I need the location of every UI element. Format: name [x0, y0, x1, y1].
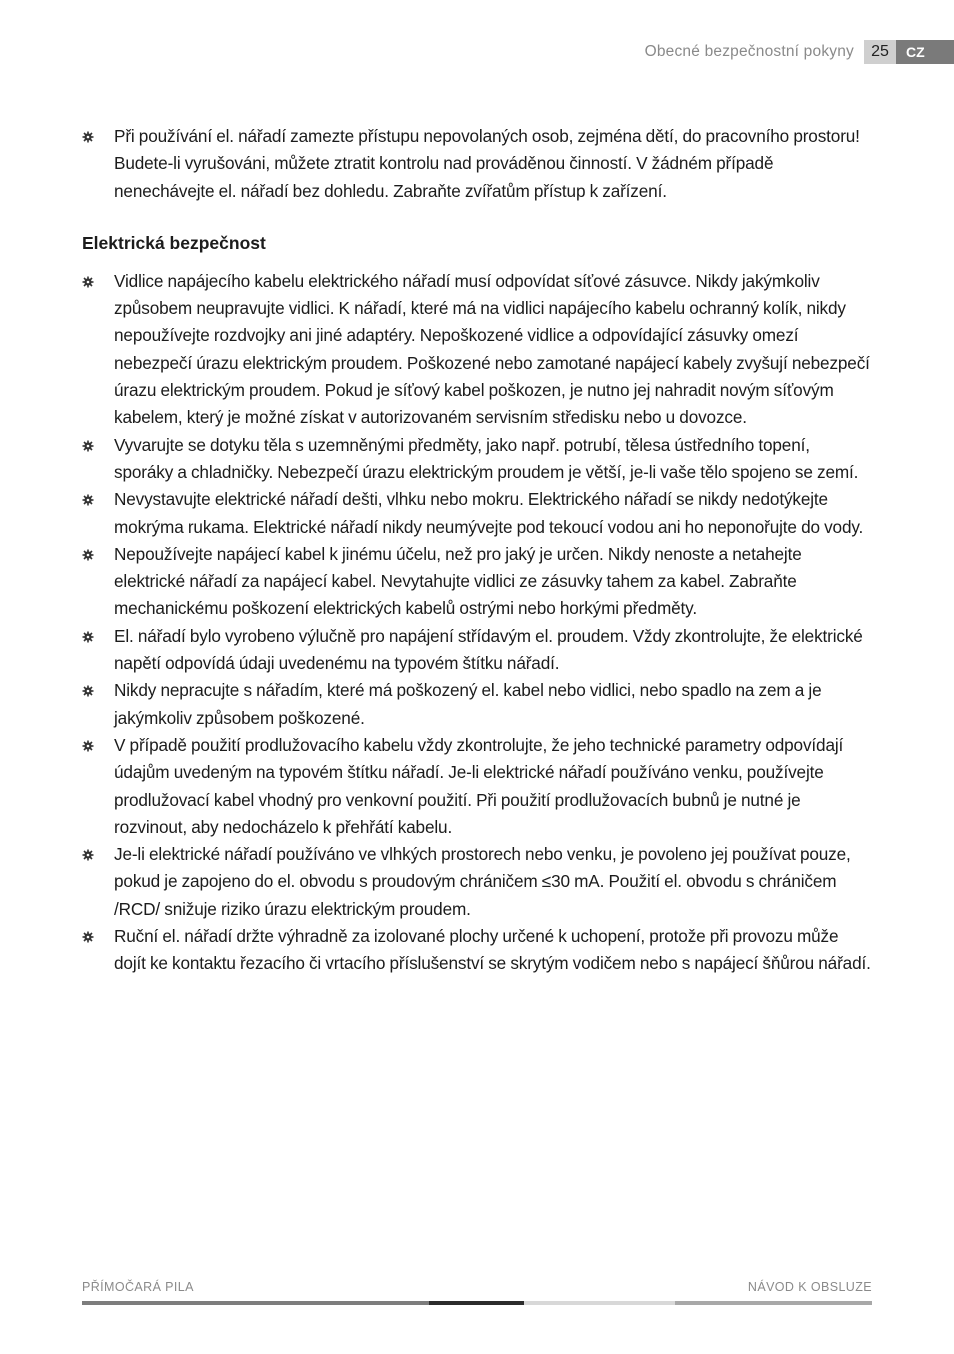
list-item-text: V případě použití prodlužovacího kabelu vždy zkontrolujte, že jeho technické parametry odpovídají údajům uvedeným na typovém štítku nářadí. Je-li elektrické nářadí používáno venku, používejte prodlužovací kabel vhodný pro venkovní použití. Při použití prodlužovacích bubnů je nutné je rozvinout, aby nedocházelo k přehřátí kabelu.	[114, 734, 844, 837]
language-tag: CZ	[896, 40, 954, 64]
gear-bullet-icon	[82, 131, 94, 143]
list-item-text: Je-li elektrické nářadí používáno ve vlhkých prostorech nebo venku, je povoleno jej používat pouze, pokud je zapojeno do el. obvodu s proudovým chráničem ≤30 mA. Použití el. obvodu s chráničem /RCD/ snižuje riziko úrazu elektrickým proudem.	[114, 844, 851, 919]
footer-bar-segment	[82, 1301, 429, 1305]
gear-bullet-icon	[82, 440, 94, 452]
section-heading: Elektrická bezpečnost	[82, 232, 266, 253]
gear-bullet-icon	[82, 494, 94, 506]
list-item	[82, 268, 872, 432]
gear-bullet-icon	[82, 931, 94, 943]
list-item	[82, 541, 872, 623]
list-item	[82, 677, 872, 732]
footer-product-name: PŘÍMOČARÁ PILA	[82, 1280, 194, 1294]
page-number: 25	[864, 40, 896, 64]
safety-list	[82, 268, 872, 978]
gear-bullet-icon	[82, 631, 94, 643]
footer-divider	[82, 1301, 872, 1305]
list-item-text: Nikdy nepracujte s nářadím, které má poškozený el. kabel nebo vidlici, nebo spadlo na zem a je jakýmkoliv způsobem poškozené.	[114, 680, 822, 728]
header-title: Obecné bezpečnostní pokyny	[644, 43, 854, 60]
list-item	[82, 841, 872, 923]
gear-bullet-icon	[82, 849, 94, 861]
list-item	[82, 923, 872, 978]
page-header	[645, 40, 954, 64]
list-item-text: Vyvarujte se dotyku těla s uzemněnými předměty, jako např. potrubí, tělesa ústředního topení, sporáky a chladničky. Nebezpečí úrazu elektrickým proudem je větší, je-li vaše tělo spojeno se zemí.	[114, 434, 859, 482]
list-item-text: Nepoužívejte napájecí kabel k jinému účelu, než pro jaký je určen. Nikdy nenoste a netahejte elektrické nářadí za napájecí kabel. Nevytahujte vidlici ze zásuvky tahem za kabel. Zabraňte mechanickému poškození elektrických kabelů ostrými nebo horkými předměty.	[114, 543, 802, 619]
list-item-text: Vidlice napájecího kabelu elektrického nářadí musí odpovídat síťové zásuvce. Nikdy jakýmkoliv způsobem neupravujte vidlici. K nářadí, které má na vidlici napájecího kabelu ochranný kolík, nikdy nepoužívejte rozdvojky ani jiné adaptéry. Nepoškozené vidlice a odpovídající zásuvky omezí nebezpečí úrazu elektrickým proudem. Poškozené nebo zamotané napájecí kabely zvyšují nebezpečí úrazu elektrickým proudem. Pokud je síťový kabel poškozen, je nutno jej nahradit novým síťovým kabelem, který je možné získat v autorizovaném servisním středisku nebo u dovozce.	[114, 270, 870, 428]
footer-bar-segment	[429, 1301, 524, 1305]
list-item-text: Ruční el. nářadí držte výhradně za izolované plochy určené k uchopení, protože při provozu může dojít ke kontaktu řezacího či vrtacího příslušenství se skrytým vodičem nebo s napájecí šňůrou nářadí.	[114, 926, 871, 974]
list-item-text: Nevystavujte elektrické nářadí dešti, vlhku nebo mokru. Elektrického nářadí se nikdy nedotýkejte mokrýma rukama. Elektrické nářadí nikdy neumývejte pod tekoucí vodou ani ho neponořujte do vody.	[114, 489, 864, 537]
footer-manual-title: NÁVOD K OBSLUZE	[747, 1280, 872, 1294]
gear-bullet-icon	[82, 685, 94, 697]
list-item	[82, 623, 872, 678]
list-item	[82, 486, 872, 541]
list-item	[82, 432, 872, 487]
main-content	[82, 123, 872, 978]
list-item-text: El. nářadí bylo vyrobeno výlučně pro napájení střídavým el. proudem. Vždy zkontrolujte, že elektrické napětí odpovídá údaji uvedenému na typovém štítku nářadí.	[114, 625, 863, 674]
footer-bar-segment	[524, 1301, 675, 1305]
gear-bullet-icon	[82, 276, 94, 288]
list-item	[82, 732, 872, 841]
footer-bar-segment	[675, 1301, 872, 1305]
list-item	[82, 123, 872, 205]
gear-bullet-icon	[82, 549, 94, 561]
gear-bullet-icon	[82, 740, 94, 752]
list-item-text: Při používání el. nářadí zamezte přístupu nepovolaných osob, zejména dětí, do pracovního prostoru! Budete-li vyrušováni, můžete ztratit kontrolu nad prováděnou činností. V žádném případě nenechávejte el. nářadí bez dohledu. Zabraňte zvířatům přístup k zařízení.	[114, 126, 860, 201]
